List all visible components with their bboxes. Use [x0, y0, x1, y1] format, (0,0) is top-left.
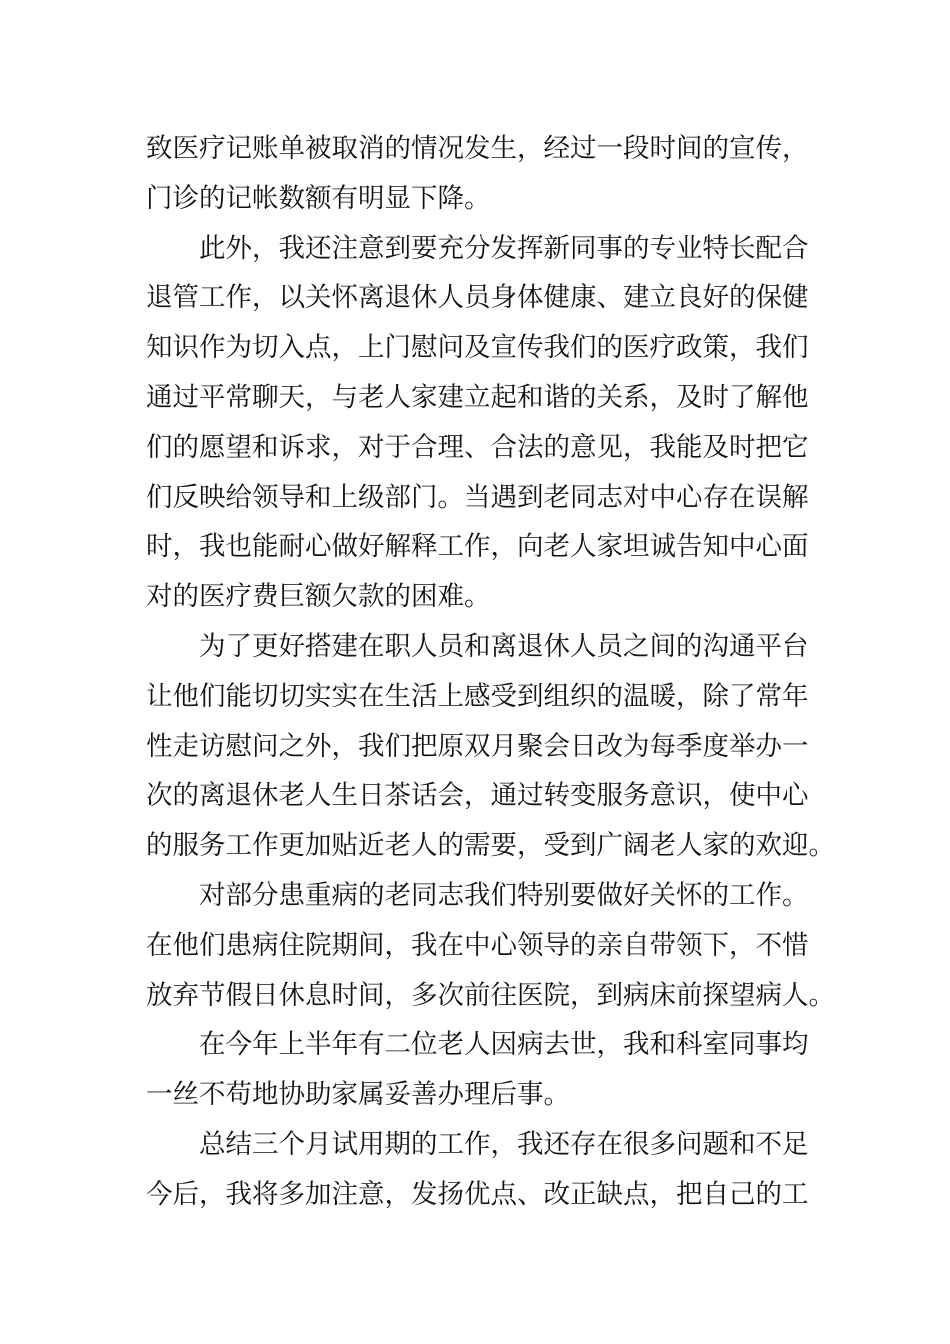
text-line: 总结三个月试用期的工作，我还存在很多问题和不足 — [199, 1128, 809, 1160]
text-line: 次的离退休老人生日茶话会，通过转变服务意识，使中心 — [146, 780, 809, 812]
paragraph — [146, 622, 835, 871]
paragraph — [146, 1120, 808, 1220]
text-line: 通过平常聊天，与老人家建立起和谐的关系，及时了解他 — [146, 381, 809, 413]
text-line: 今后，我将多加注意，发扬优点、改正缺点，把自己的工 — [146, 1178, 809, 1210]
text-line: 对部分患重病的老同志我们特别要做好关怀的工作。 — [199, 879, 809, 911]
text-line: 们的愿望和诉求，对于合理、合法的意见，我能及时把它 — [146, 431, 809, 463]
text-line: 一丝不苟地协助家属妥善办理后事。 — [146, 1079, 570, 1111]
document-body — [146, 124, 835, 1220]
text-line: 让他们能切切实实在生活上感受到组织的温暖，除了常年 — [146, 680, 809, 712]
text-line: 在他们患病住院期间，我在中心领导的亲自带领下，不惜 — [146, 929, 809, 961]
text-line: 性走访慰问之外，我们把原双月聚会日改为每季度举办一 — [146, 730, 809, 762]
paragraph — [146, 224, 808, 622]
text-line: 致医疗记账单被取消的情况发生，经过一段时间的宣传， — [146, 133, 809, 164]
text-line: 们反映给领导和上级部门。当遇到老同志对中心存在误解 — [146, 481, 809, 513]
paragraph — [146, 124, 808, 224]
paragraph — [146, 1020, 808, 1120]
text-line: 知识作为切入点，上门慰问及宣传我们的医疗政策，我们 — [146, 332, 809, 364]
paragraph — [146, 871, 835, 1020]
text-line: 时，我也能耐心做好解释工作，向老人家坦诚告知中心面 — [146, 531, 809, 563]
text-line: 退管工作，以关怀离退休人员身体健康、建立良好的保健 — [146, 282, 809, 314]
text-line: 此外，我还注意到要充分发挥新同事的专业特长配合 — [199, 232, 809, 264]
text-line: 放弃节假日休息时间，多次前往医院，到病床前探望病人。 — [146, 979, 835, 1011]
text-line: 在今年上半年有二位老人因病去世，我和科室同事均 — [199, 1029, 809, 1061]
text-line: 门诊的记帐数额有明显下降。 — [146, 182, 491, 214]
text-line: 对的医疗费巨额欠款的困难。 — [146, 581, 491, 613]
text-line: 为了更好搭建在职人员和离退休人员之间的沟通平台 — [199, 630, 809, 662]
text-line: 的服务工作更加贴近老人的需要，受到广阔老人家的欢迎。 — [146, 830, 835, 862]
